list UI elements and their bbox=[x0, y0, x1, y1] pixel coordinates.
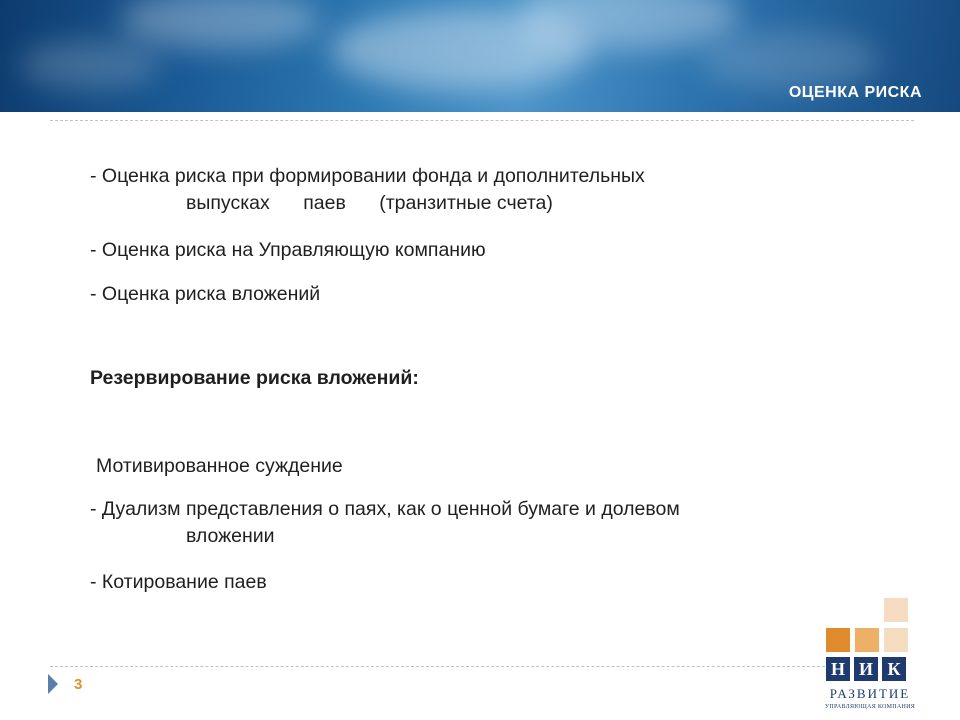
bullet-investment-risk: - Оценка риска вложений bbox=[90, 283, 321, 305]
company-logo bbox=[822, 598, 918, 718]
logo-letter: К bbox=[882, 657, 906, 681]
bullet-quotation: - Котирование паев bbox=[90, 571, 267, 593]
logo-wordmark: РАЗВИТИЕ bbox=[829, 686, 911, 701]
cloud-decoration bbox=[120, 0, 320, 50]
bullet-management-company-risk: - Оценка риска на Управляющую компанию bbox=[90, 239, 486, 261]
logo-letter: И bbox=[854, 657, 878, 681]
bullet-dualism-continued: вложении bbox=[186, 525, 275, 547]
slide-number: 3 bbox=[74, 676, 83, 693]
logo-letter: Н bbox=[826, 657, 850, 681]
logo-letters bbox=[826, 657, 906, 681]
bullet-fund-risk-continued: выпусках паев (транзитные счета) bbox=[186, 192, 553, 214]
bullet-dualism: - Дуализм представления о паях, как о ценной бумаге и долевом bbox=[90, 498, 680, 520]
logo-square bbox=[826, 628, 850, 652]
logo-square bbox=[855, 628, 879, 652]
slide-title: ОЦЕНКА РИСКА bbox=[788, 84, 922, 101]
motivated-judgment-text: Мотивированное суждение bbox=[96, 455, 343, 477]
cloud-decoration bbox=[700, 30, 880, 90]
arrow-icon bbox=[48, 674, 58, 694]
bottom-divider bbox=[50, 666, 830, 667]
header-banner bbox=[0, 0, 960, 112]
logo-square bbox=[884, 628, 908, 652]
bullet-fund-risk: - Оценка риска при формировании фонда и дополнительных bbox=[90, 165, 645, 187]
logo-subtitle: УПРАВЛЯЮЩАЯ КОМПАНИЯ bbox=[824, 704, 916, 710]
section-heading: Резервирование риска вложений: bbox=[90, 367, 419, 389]
logo-square bbox=[884, 598, 908, 622]
top-divider bbox=[50, 120, 914, 121]
cloud-decoration bbox=[20, 40, 160, 90]
